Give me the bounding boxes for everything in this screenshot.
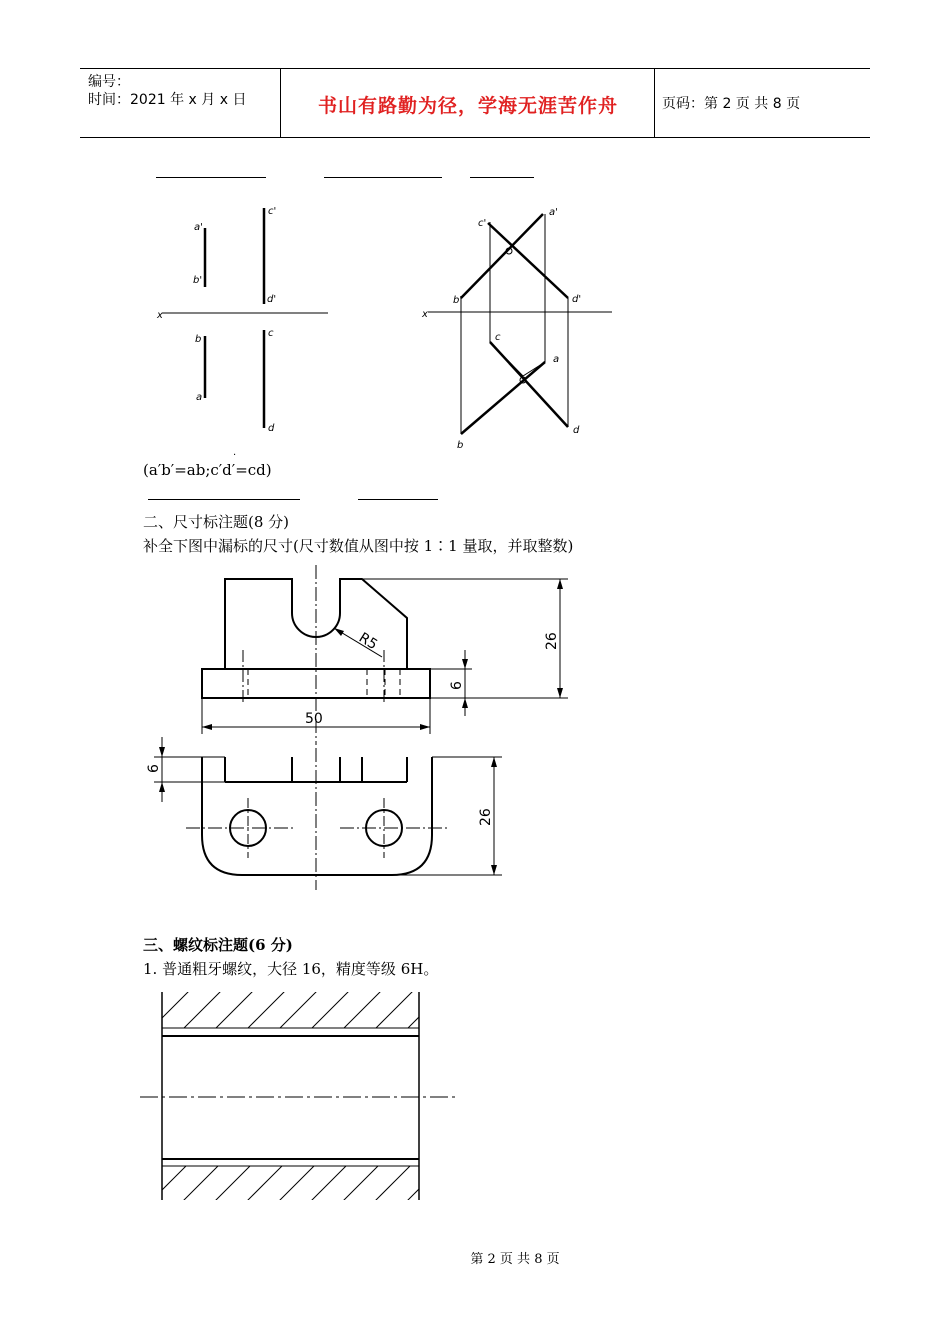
- hatch-line: [332, 980, 392, 1040]
- hatch-line: [236, 1152, 296, 1212]
- label-b: b: [195, 334, 202, 345]
- dim-50: 50: [305, 711, 323, 727]
- label-b-prime-right: b': [453, 295, 463, 306]
- hatch-line: [268, 980, 328, 1040]
- page-footer: 第 2 页 共 8 页: [470, 1252, 560, 1267]
- section2-title: 二、尺寸标注题(8 分): [143, 513, 290, 531]
- hatch-line: [364, 980, 424, 1040]
- page-info: 页码：第 2 页 共 8 页: [662, 96, 801, 112]
- label-b-prime: b': [193, 275, 203, 286]
- dim-6-front: 6: [449, 681, 465, 690]
- hatch-line: [172, 1152, 232, 1212]
- hatch-line: [332, 1152, 392, 1212]
- hatch-line: [140, 980, 200, 1040]
- dim-26-front: 26: [544, 632, 560, 650]
- label-c-prime: c': [268, 206, 277, 217]
- serial-label: 编号：: [88, 74, 130, 90]
- label-a-right: a: [553, 354, 560, 365]
- hatch-line: [300, 980, 360, 1040]
- date-label: 时间：2021 年 x 月 x 日: [88, 92, 247, 108]
- dim-6-top: 6: [146, 764, 162, 773]
- label-c: c: [268, 328, 274, 339]
- motto: 书山有路勤为径，学海无涯苦作舟: [317, 95, 618, 117]
- section3-question-1: 1. 普通粗牙螺纹，大径 16，精度等级 6H。: [143, 960, 439, 978]
- section2-instruction: 补全下图中漏标的尺寸(尺寸数值从图中按 1∶1 量取，并取整数): [143, 537, 574, 555]
- hatch-line: [364, 1152, 424, 1212]
- dim-r5: R5: [355, 629, 381, 654]
- label-d-right: d: [573, 425, 580, 436]
- hatch-line: [236, 980, 296, 1040]
- label-x-right: x: [422, 309, 428, 320]
- equation-note: (a′b′=ab;c′d′=cd): [143, 461, 272, 479]
- hatch-line: [268, 1152, 328, 1212]
- label-c-right: c: [495, 332, 501, 343]
- hatch-line: [172, 980, 232, 1040]
- label-x: x: [157, 310, 163, 321]
- hatch-line: [140, 1152, 200, 1212]
- label-d-prime: d': [267, 294, 277, 305]
- hatch-line: [396, 980, 456, 1040]
- hatch-line: [204, 980, 264, 1040]
- hatch-line: [204, 1152, 264, 1212]
- stray-dot: ·: [233, 450, 237, 461]
- hatch-line: [300, 1152, 360, 1212]
- label-a-prime-right: a': [549, 207, 558, 218]
- label-a: a: [196, 392, 203, 403]
- section3-title: 三、螺纹标注题(6 分): [143, 936, 293, 954]
- dim-26-top: 26: [478, 808, 494, 826]
- label-c-prime-right: c': [478, 218, 487, 229]
- label-a-prime: a': [194, 222, 203, 233]
- label-d: d: [268, 423, 275, 434]
- label-b-right: b: [457, 440, 464, 451]
- label-d-prime-right: d': [572, 294, 582, 305]
- hatch-line: [396, 1152, 456, 1212]
